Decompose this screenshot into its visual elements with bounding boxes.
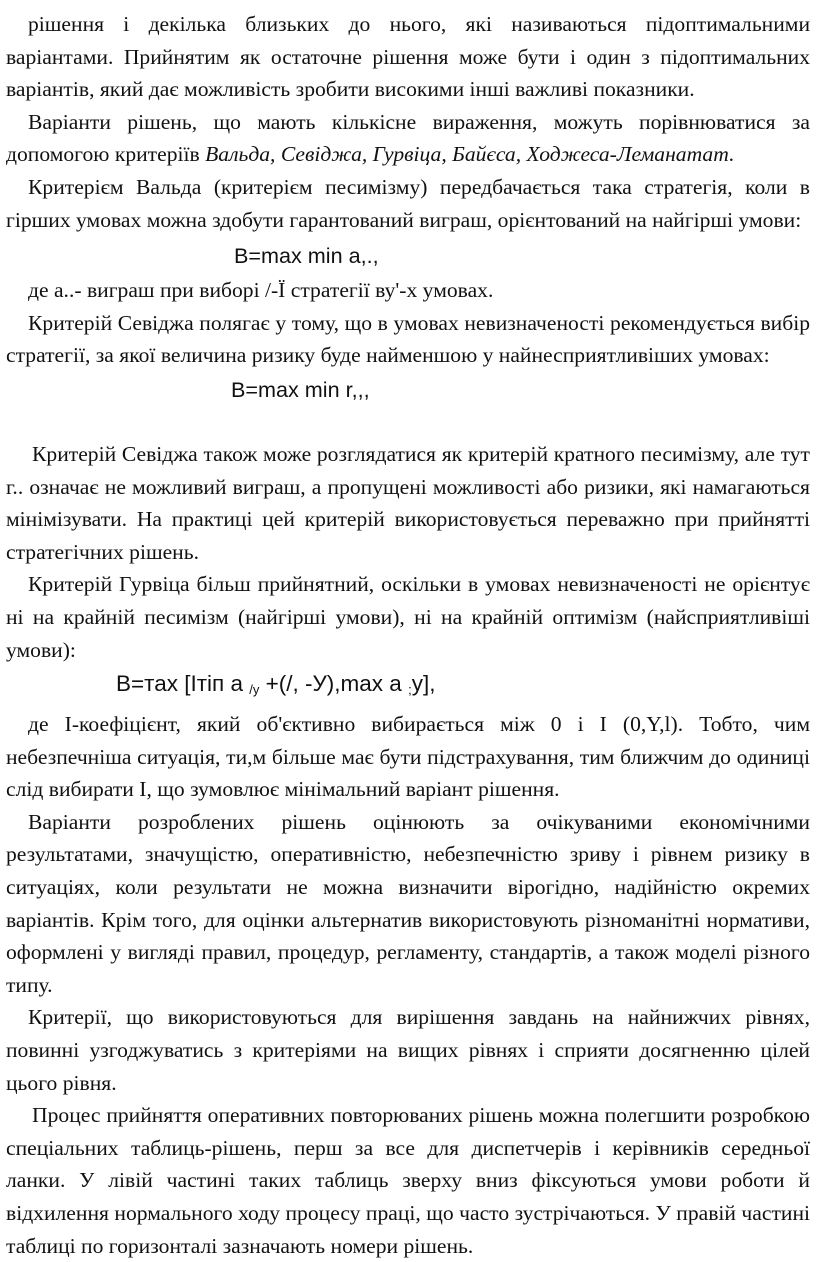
formula-hurwicz-part-b: +(/, -У),max а [259,671,409,697]
paragraph-wald-definition: де а..- виграш при виборі /-Ї стратегії ву'-х умовах. [28,278,494,303]
formula-wald: В=max min а,., [234,243,379,269]
paragraph-decision-tables: Процес прийняття оперативних повторюваних рішень можна полегшити розробкою спеціальних таблиць-рішень, перш за все для диспетчерів і керівників середньої ланки. У лівій частині таких таблиць зверху вниз фіксуються умови роботи й відхилення нормального ходу процесу праці, що часто зустрічаються. У правій частині таблиці по горизонталі зазначають номери рішень. [6,1103,810,1258]
formula-hurwicz [6,666,810,708]
formula-hurwicz-sub-2: ; [408,682,412,698]
paragraph-level-criteria: Критерії, що використовуються для вирішення завдань на найнижчих рівнях, повинні узгоджуватись з критеріями на вищих рівнях і сприяти досягненню цілей цього рівня. [6,1005,810,1095]
paragraph-suboptimal: рішення і декілька близьких до нього, які називаються підоптимальними варіантами. Прийнятим як остаточне рішення може бути і один з підоптимальних варіантів, який дає можливість зробити високими інші важливі показники. [6,12,810,102]
criteria-names: Вальда, Севіджа, Гурвіца, Байєса, Ходжеса-Леманатат. [205,142,735,167]
paragraph-savage-pessimism: Критерій Севіджа також може розглядатися як критерій кратного песимізму, але тут г.. означає не можливий виграш, а пропущені можливості або ризики, які намагаються мінімізувати. На практиці цей критерій використовується переважно при прийнятті стратегічних рішень. [6,441,810,564]
formula-hurwicz-part-c: у], [411,671,436,697]
criteria-intro-text: Варіанти рішень, що мають кількісне вираження, можуть порівнюватися за допомогою критеріїв [6,109,810,167]
formula-hurwicz-part-a: В=тах [Ітіп а [116,671,250,697]
paragraph-evaluation-variants: Варіанти розроблених рішень оцінюють за очікуваними економічними результатами, значущістю, оперативністю, небезпечністю зриву і рівнем ризику в ситуаціях, коли результати не можна визначити вірогідно, надійністю окремих варіантів. Крім того, для оцінки альтернатив використовують різноманітні нормативи, оформлені у вигляді правил, процедур, регламенту, стандартів, а також моделі різного типу. [6,809,810,997]
paragraph-wald-criterion: Критерієм Вальда (критерієм песимізму) передбачається така стратегія, коли в гірших умовах можна здобути гарантований виграш, орієнтований на найгірші умови: [6,174,810,232]
paragraph-criteria-list [6,106,810,171]
formula-hurwicz-sub-1: /у [249,682,260,698]
paragraph-hurwicz-criterion: Критерій Гурвіца більш прийнятний, оскільки в умовах невизначеності не орієнтує ні на крайній песимізм (найгірші умови), ні на крайній оптимізм (найсприятливіші умови): [6,572,810,662]
paragraph-hurwicz-coefficient: де І-коефіцієнт, який об'єктивно вибирається між 0 і І (0,Y,l). Тобто, чим небезпечніша ситуація, ти,м більше має бути підстрахування, тим ближчим до одиниці слід вибирати І, що зумовлює мінімальний варіант рішення. [6,712,810,802]
formula-savage: В=max min r,,, [231,376,370,402]
paragraph-savage-criterion: Критерій Севіджа полягає у тому, що в умовах невизначеності рекомендується вибір стратегії, за якої величина ризику буде найменшою у найнесприятливіших умовах: [6,310,810,368]
